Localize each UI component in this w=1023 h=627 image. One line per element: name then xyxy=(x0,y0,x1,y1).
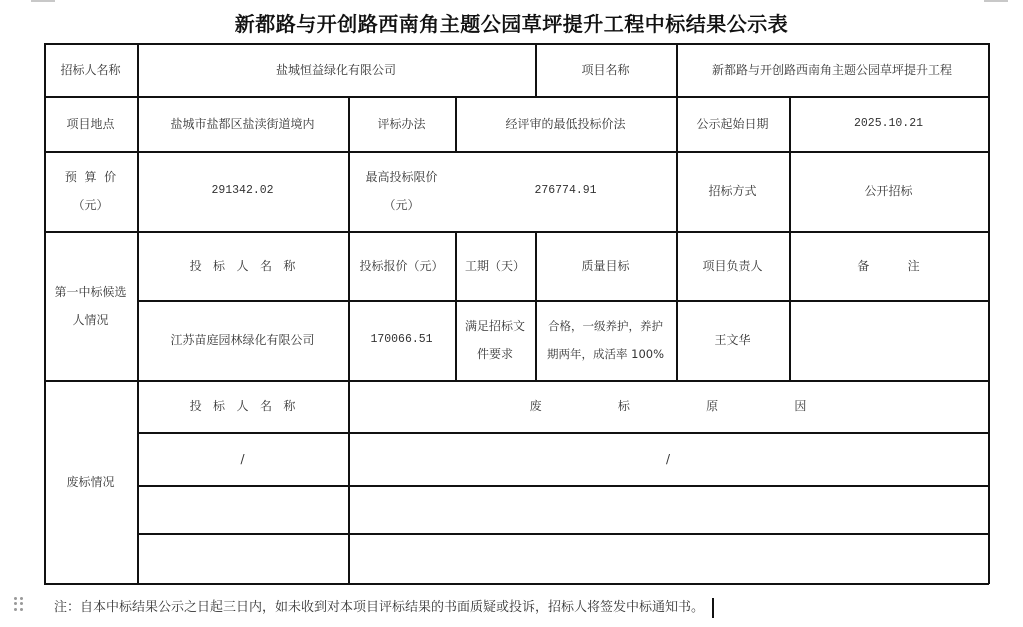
candidate-duration xyxy=(455,300,535,380)
page-corner-mark-right xyxy=(984,0,1008,2)
publish-date-value xyxy=(789,96,988,151)
max-price-value-text: 276774.91 xyxy=(534,184,597,197)
publish-date-label-text: 公示起始日期 xyxy=(696,116,769,131)
location-value-text: 盐城市盐都区盐渎街道境内 xyxy=(170,116,315,131)
header-remarks xyxy=(789,231,988,300)
disq-header-bidder-name xyxy=(137,380,348,432)
method-value-text: 公开招标 xyxy=(864,184,913,198)
disq-row-1-bidder xyxy=(137,432,348,485)
location-label xyxy=(44,96,137,151)
method-value xyxy=(789,151,988,231)
disq-row-1-bidder-text: / xyxy=(240,451,245,466)
project-name-label xyxy=(535,43,676,96)
disq-header-reason-text: 废 标 原 因 xyxy=(529,399,807,413)
disq-row-3-bidder xyxy=(137,533,348,583)
candidate-duration-line2: 件要求 xyxy=(476,347,513,361)
evaluation-label-text: 评标办法 xyxy=(377,116,426,131)
max-price-label xyxy=(348,151,455,231)
header-manager xyxy=(676,231,789,300)
publish-date-value-text: 2025.10.21 xyxy=(853,116,923,130)
budget-label-line2: （元） xyxy=(72,198,109,212)
disqualified-section-label-text: 废标情况 xyxy=(66,474,115,489)
disq-row-2-reason xyxy=(348,485,988,533)
disq-header-bidder-name-text: 投 标 人 名 称 xyxy=(189,399,296,413)
location-label-text: 项目地点 xyxy=(66,116,115,131)
document-title: 新都路与开创路西南角主题公园草坪提升工程中标结果公示表 xyxy=(234,12,789,36)
budget-label xyxy=(44,151,137,231)
header-quality-text: 质量目标 xyxy=(581,258,630,273)
candidate-quality xyxy=(535,300,676,380)
tenderer-value xyxy=(137,43,535,96)
text-cursor xyxy=(712,598,714,618)
candidate-section-label-line1: 第一中标候选 xyxy=(54,284,127,299)
max-price-value xyxy=(455,151,676,231)
header-duration-text: 工期（天） xyxy=(464,258,525,273)
table-border-bottom xyxy=(44,583,989,585)
header-duration xyxy=(455,231,535,300)
candidate-duration-line1: 满足招标文 xyxy=(464,319,525,333)
candidate-manager-text: 王文华 xyxy=(714,333,751,347)
project-name-value xyxy=(676,43,988,96)
header-bid-price-text: 投标报价（元） xyxy=(359,258,444,273)
disq-row-1-reason xyxy=(348,432,988,485)
candidate-quality-line1: 合格，一级养护，养护 xyxy=(548,319,663,333)
project-name-label-text: 项目名称 xyxy=(581,62,630,77)
table-border-right xyxy=(988,43,990,584)
footer-note[interactable] xyxy=(54,596,714,618)
max-price-label-line2: （元） xyxy=(383,198,420,212)
header-remarks-text: 备 注 xyxy=(857,258,920,273)
header-quality xyxy=(535,231,676,300)
candidate-manager xyxy=(676,300,789,380)
page-corner-mark-left xyxy=(31,0,55,2)
budget-value xyxy=(137,151,348,231)
method-label xyxy=(676,151,789,231)
tenderer-label xyxy=(44,43,137,96)
disq-row-1-reason-text: / xyxy=(665,451,671,466)
evaluation-value xyxy=(455,96,676,151)
publish-date-label xyxy=(676,96,789,151)
candidate-bidder-name xyxy=(137,300,348,380)
disqualified-section-label xyxy=(44,380,137,583)
footer-note-text: 注：自本中标结果公示之日起三日内，如未收到对本项目评标结果的书面质疑或投诉，招标人将签发中标通知书。 xyxy=(54,600,705,615)
drag-handle-icon[interactable] xyxy=(14,597,24,611)
max-price-label-line1: 最高投标限价 xyxy=(365,170,438,184)
candidate-bid-price xyxy=(348,300,455,380)
candidate-quality-line2: 期两年，成活率 100% xyxy=(546,347,665,361)
evaluation-label xyxy=(348,96,455,151)
evaluation-value-text: 经评审的最低投标价法 xyxy=(505,116,626,131)
method-label-text: 招标方式 xyxy=(708,184,757,198)
disq-row-2-bidder xyxy=(137,485,348,533)
candidate-section-label-line2: 人情况 xyxy=(72,312,109,327)
tenderer-label-text: 招标人名称 xyxy=(60,62,121,77)
disq-row-3-reason xyxy=(348,533,988,583)
candidate-section-label xyxy=(44,231,137,380)
candidate-remarks xyxy=(789,300,988,380)
tenderer-value-text: 盐城恒益绿化有限公司 xyxy=(275,62,396,77)
project-name-value-text: 新都路与开创路西南角主题公园草坪提升工程 xyxy=(711,62,952,77)
header-bidder-name xyxy=(137,231,348,300)
header-bid-price xyxy=(348,231,455,300)
budget-value-text: 291342.02 xyxy=(211,184,274,197)
location-value xyxy=(137,96,348,151)
header-bidder-name-text: 投 标 人 名 称 xyxy=(189,258,296,273)
candidate-bid-price-text: 170066.51 xyxy=(370,333,433,346)
disq-header-reason xyxy=(348,380,988,432)
candidate-bidder-name-text: 江苏苗庭园林绿化有限公司 xyxy=(170,333,315,347)
budget-label-line1: 预 算 价 xyxy=(64,170,117,184)
header-manager-text: 项目负责人 xyxy=(702,258,763,273)
